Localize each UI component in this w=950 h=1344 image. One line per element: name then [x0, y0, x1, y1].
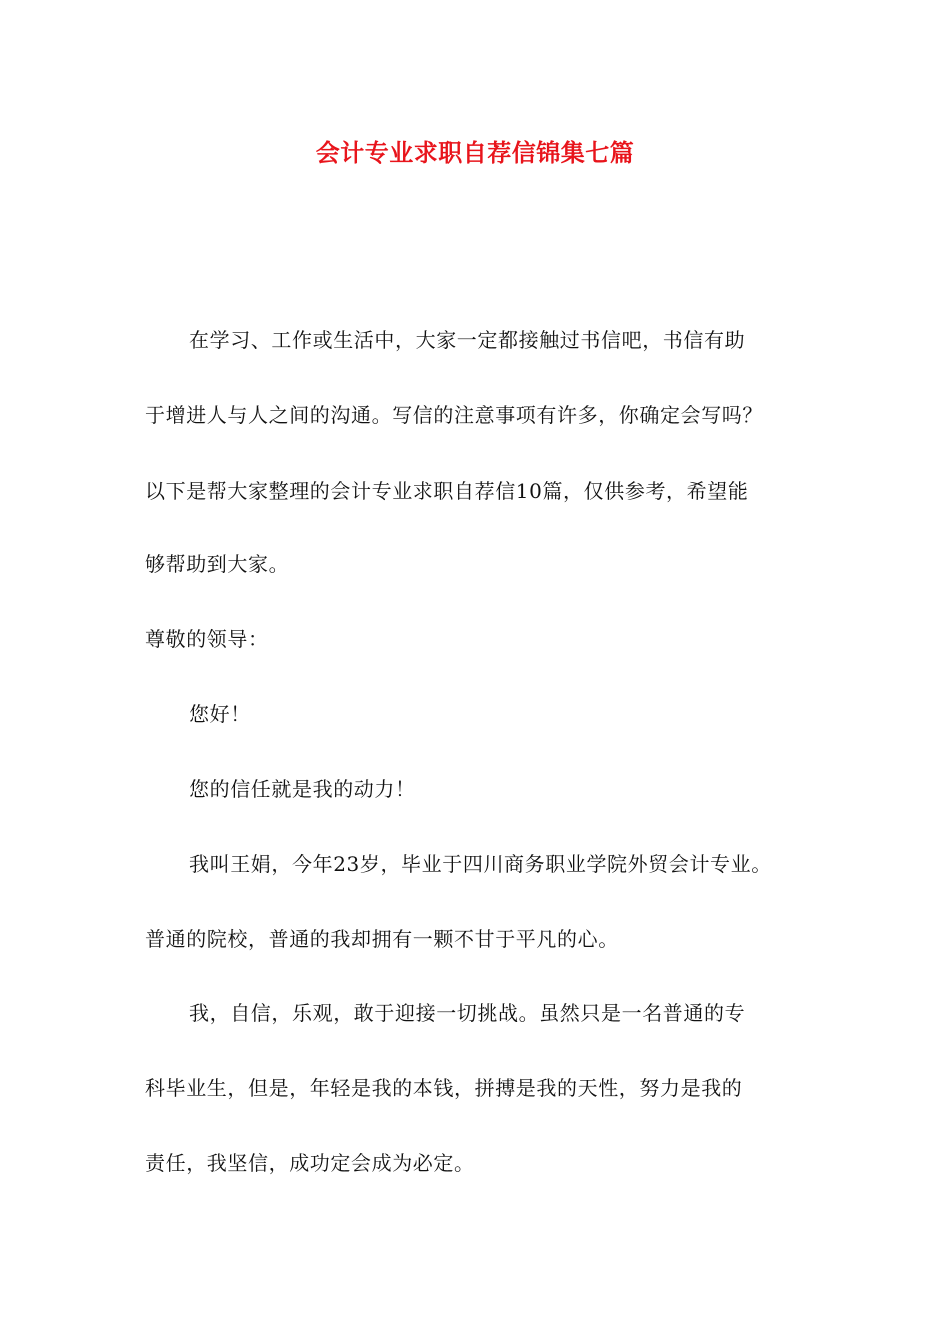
opening-sentence: 您的信任就是我的动力！ — [189, 777, 416, 801]
paragraph-line-10: 我，自信，乐观，敢于迎接一切挑战。虽然只是一名普通的专 — [189, 1001, 746, 1025]
document-title: 会计专业求职自荐信锦集七篇 — [315, 139, 635, 167]
paragraph-line-2: 于增进人与人之间的沟通。写信的注意事项有许多，你确定会写吗？ — [145, 403, 763, 427]
paragraph-line-9: 普通的院校，普通的我却拥有一颗不甘于平凡的心。 — [145, 927, 619, 951]
salutation: 尊敬的领导： — [145, 627, 269, 651]
paragraph-line-11: 科毕业生，但是，年轻是我的本钱，拼搏是我的天性，努力是我的 — [145, 1076, 743, 1100]
paragraph-line-4: 够帮助到大家。 — [145, 552, 290, 576]
paragraph-line-3: 以下是帮大家整理的会计专业求职自荐信10篇，仅供参考，希望能 — [145, 479, 749, 503]
paragraph-line-1: 在学习、工作或生活中，大家一定都接触过书信吧，书信有助 — [189, 328, 746, 352]
paragraph-line-8: 我叫王娟，今年23岁，毕业于四川商务职业学院外贸会计专业。 — [189, 852, 772, 876]
paragraph-line-12: 责任，我坚信，成功定会成为必定。 — [145, 1151, 475, 1175]
greeting: 您好！ — [189, 702, 251, 726]
